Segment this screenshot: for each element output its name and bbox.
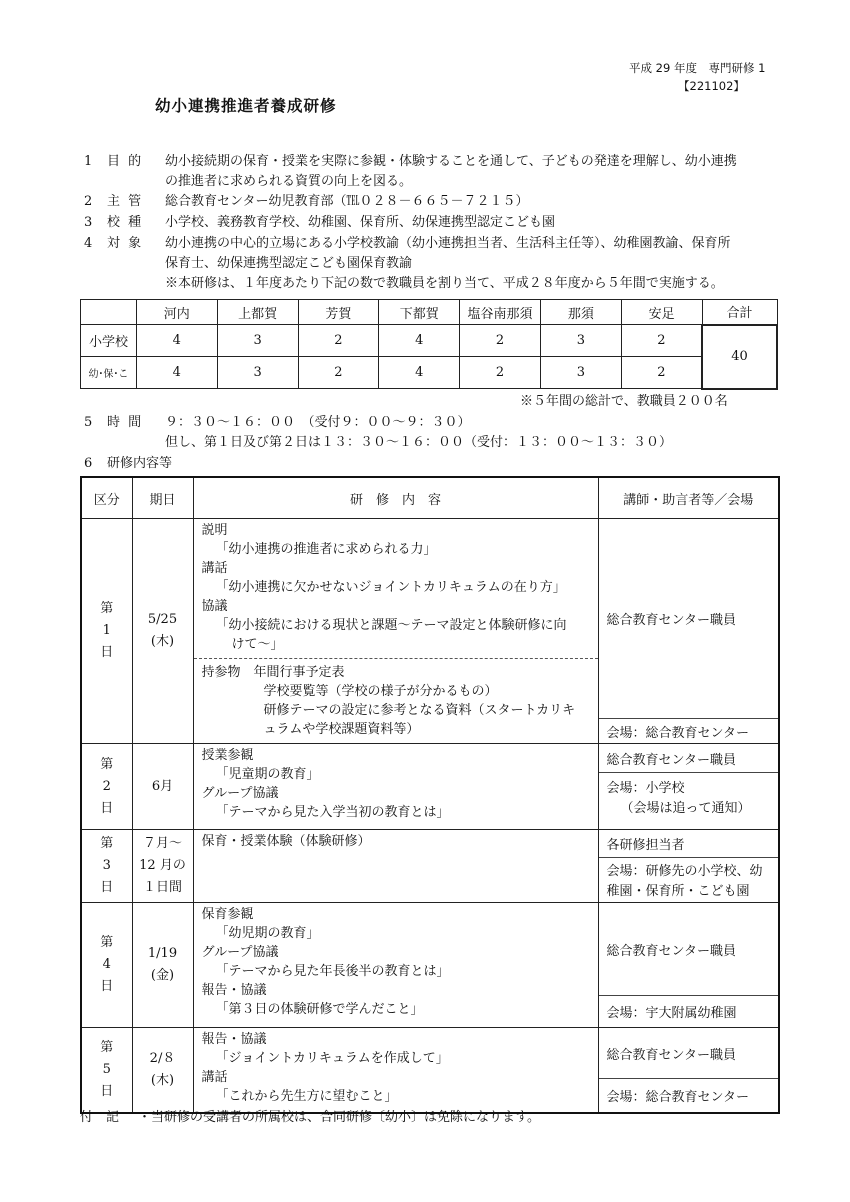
region-header: 上都賀: [217, 300, 298, 325]
table-cell: 3: [540, 325, 621, 357]
section-label: 主 管: [107, 194, 144, 209]
day-label: 第 3 日: [81, 830, 132, 903]
venue-note: （会場は追って通知）: [620, 801, 751, 816]
row-label: 小学校: [81, 325, 137, 357]
table-cell: 4: [136, 325, 217, 357]
day-label: 第 4 日: [81, 903, 132, 1028]
allocation-total-note: ※５年間の総計で、教職員２００名: [520, 394, 728, 409]
table-cell: 2: [298, 357, 379, 389]
region-header: 安足: [621, 300, 702, 325]
lecturer-cell: [598, 903, 779, 1028]
lecturer-text: 総合教育センター職員: [606, 943, 736, 959]
section-number: 5: [84, 415, 93, 430]
venue-text: 会場：総合教育センター: [599, 718, 779, 743]
section-label: 時 間: [107, 415, 144, 430]
purpose-text: の推進者に求められる資質の向上を図る。: [165, 174, 413, 189]
footnote-label: 付 記: [80, 1110, 120, 1125]
training-meta: 平成 29 年度 専門研修 1: [629, 61, 766, 75]
bring-items: 持参物 年間行事予定表 学校要覧等（学校の様子が分かるもの） 研修テーマの設定に参考となる資料（スタートカリキ ュラムや学校課題資料等）: [194, 658, 598, 739]
schedule-row: [81, 830, 779, 903]
day-label: 第 5 日: [81, 1028, 132, 1114]
region-header: 那須: [540, 300, 621, 325]
section-label: 目 的: [107, 154, 144, 169]
lecturer-text: 総合教育センター職員: [606, 1047, 736, 1063]
allocation-table: [80, 299, 778, 390]
table-cell: 2: [621, 357, 702, 389]
schedule-row: [81, 744, 779, 830]
lecturer-text: 総合教育センター職員: [606, 752, 736, 768]
school-types-text: 小学校、義務教育学校、幼稚園、保育所、幼保連携型認定こども園: [165, 215, 556, 230]
date-cell: 2/８ (木): [132, 1028, 193, 1114]
section-label: 研修内容等: [107, 456, 173, 471]
table-cell: 3: [217, 357, 298, 389]
content-cell: 授業参観 「児童期の教育」 グループ協議 「テーマから見た入学当初の教育とは」: [193, 744, 598, 830]
row-label: 幼･保･こ: [81, 357, 137, 389]
table-cell: 3: [540, 357, 621, 389]
region-header: 河内: [136, 300, 217, 325]
table-cell: 4: [379, 357, 460, 389]
content-cell: 説明 「幼小連携の推進者に求められる力」 講話 「幼小連携に欠かせないジョイントカリキュラムの在り方」 協議 「幼小接続における現状と課題～テーマ設定と体験研修に向 けて～」 持参物 年間行事予定表 学校要覧等（学校の様子が分かるもの） 研修テーマの設定に参考となる資料（スタートカリキ ュラムや学校課題資料等）: [193, 519, 598, 744]
day-label: 第 1 日: [81, 519, 132, 744]
region-header: 芳賀: [298, 300, 379, 325]
corner-cell: [81, 300, 137, 325]
date-cell: 1/19 (金): [132, 903, 193, 1028]
date-cell: 6月: [132, 744, 193, 830]
page-title: 幼小連携推進者養成研修: [155, 97, 337, 115]
table-cell: 2: [460, 325, 541, 357]
venue-text: 会場：小学校: [606, 781, 685, 796]
lecturer-cell: [598, 519, 779, 744]
content-header: 研 修 内 容: [193, 477, 598, 519]
region-header: 塩谷南那須: [460, 300, 541, 325]
table-cell: 2: [298, 325, 379, 357]
date-cell: ７月～ 12 月の １日間: [132, 830, 193, 903]
training-code: 【221102】: [678, 79, 745, 93]
kubun-header: 区分: [81, 477, 132, 519]
section-label: 対 象: [107, 236, 144, 251]
table-cell: 4: [136, 357, 217, 389]
schedule-row: [81, 519, 779, 744]
venue-text: 会場：宇大附属幼稚園: [599, 995, 779, 1027]
table-cell: 4: [379, 325, 460, 357]
schedule-row: [81, 1028, 779, 1114]
lecturer-text: 各研修担当者: [606, 838, 685, 853]
time-text: ９：３０～１６：００ （受付９：００～９：３０）: [165, 415, 471, 430]
date-cell: 5/25 (木): [132, 519, 193, 744]
region-header: 下都賀: [379, 300, 460, 325]
total-header: 合計: [702, 300, 777, 325]
target-text: 保育士、幼保連携型認定こども園保育教諭: [165, 256, 413, 271]
lecturer-cell: [598, 744, 779, 830]
lecturer-cell: [598, 830, 779, 903]
table-cell: 2: [621, 325, 702, 357]
section-number: 4: [84, 236, 93, 251]
content-cell: 報告・協議 「ジョイントカリキュラムを作成して」 講話 「これから先生方に望むこと」: [193, 1028, 598, 1114]
organizer-text: 総合教育センター幼児教育部（℡０２８－６６５－７２１５）: [165, 194, 529, 209]
content-cell: 保育参観 「幼児期の教育」 グループ協議 「テーマから見た年長後半の教育とは」 報告・協議 「第３日の体験研修で学んだこと」: [193, 903, 598, 1028]
day-label: 第 2 日: [81, 744, 132, 830]
lecturer-cell: [598, 1028, 779, 1114]
time-exception-text: 但し、第１日及び第２日は１３：３０～１６：００（受付：１３：００～１３：３０）: [165, 435, 673, 450]
section-number: 2: [84, 194, 93, 209]
section-number: 3: [84, 215, 93, 230]
venue-text: 会場：研修先の小学校、幼: [606, 864, 763, 879]
table-cell: 3: [217, 325, 298, 357]
section-label: 校 種: [107, 215, 144, 230]
schedule-table: [80, 476, 780, 1114]
schedule-row: [81, 903, 779, 1028]
lecturer-header: 講師・助言者等／会場: [598, 477, 779, 519]
table-cell: 2: [460, 357, 541, 389]
allocation-note: ※本研修は、１年度あたり下記の数で教職員を割り当て、平成２８年度から５年間で実施する。: [165, 276, 724, 291]
venue-text: 会場：総合教育センター: [599, 1078, 779, 1112]
total-cell: 40: [702, 325, 777, 389]
lecturer-text: 総合教育センター職員: [606, 613, 736, 628]
purpose-text: 幼小接続期の保育・授業を実際に参観・体験することを通して、子どもの発達を理解し、幼小連携: [165, 154, 737, 169]
venue-note: 稚園・保育所・こども園: [606, 884, 750, 899]
footnote-text: ・当研修の受講者の所属校は、合同研修〔幼小〕は免除になります。: [138, 1110, 540, 1125]
section-number: 6: [84, 456, 93, 471]
date-header: 期日: [132, 477, 193, 519]
content-cell: 保育・授業体験（体験研修）: [193, 830, 598, 903]
target-text: 幼小連携の中心的立場にある小学校教諭（幼小連携担当者、生活科主任等）、幼稚園教諭、保育所: [165, 236, 731, 251]
section-number: 1: [84, 154, 93, 169]
